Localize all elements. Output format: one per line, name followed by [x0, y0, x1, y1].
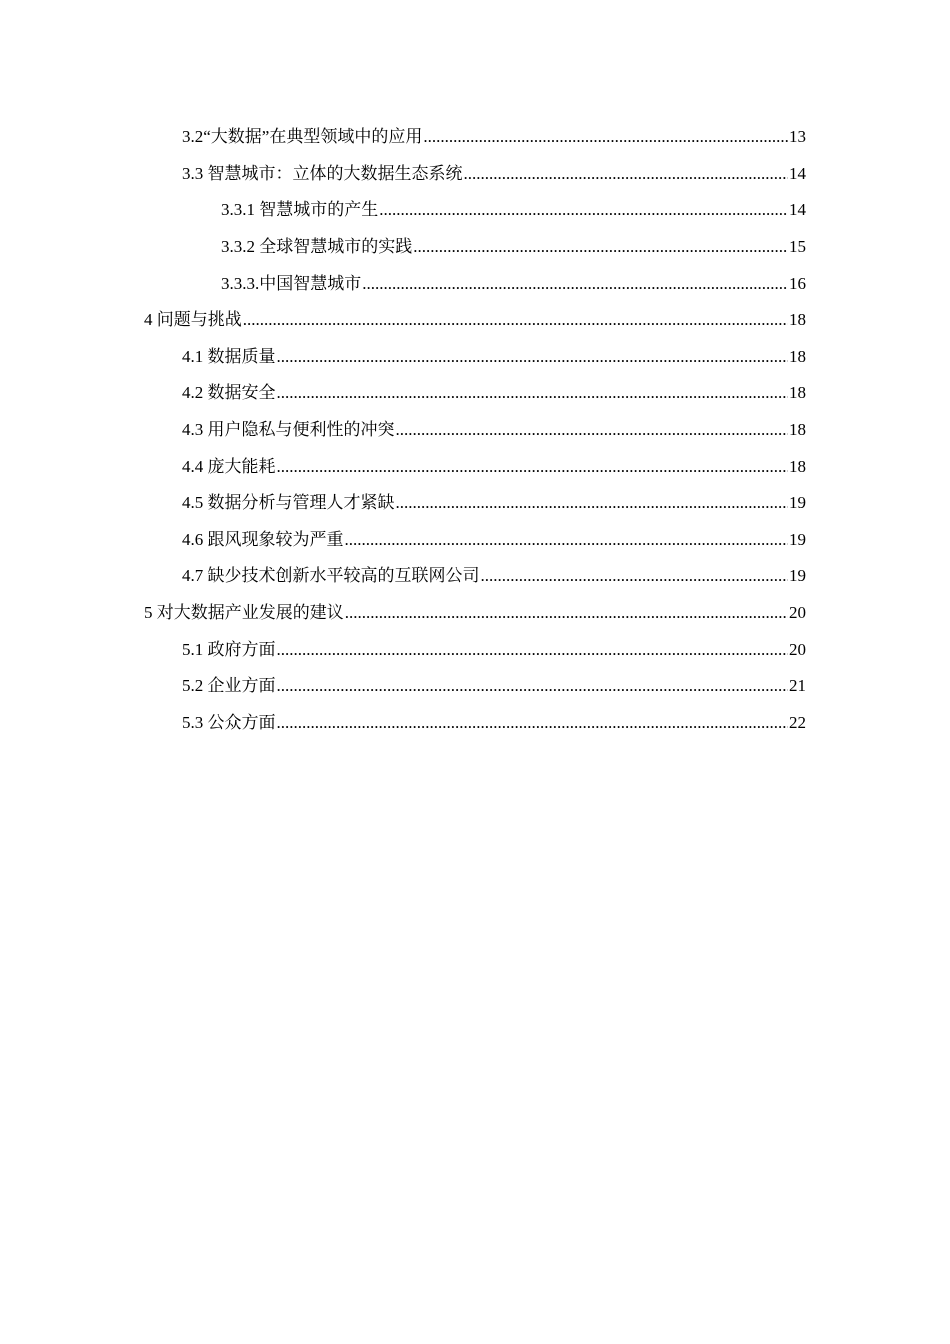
toc-entry-5-2 [0, 668, 950, 705]
toc-entry-page-number: 18 [789, 310, 806, 330]
toc-entry-page-number: 18 [789, 456, 806, 476]
toc-dot-leader [243, 310, 788, 330]
toc-entry-page-number: 22 [789, 712, 806, 732]
toc-entry-4-6 [0, 522, 950, 559]
toc-dot-leader [396, 493, 789, 513]
toc-dot-leader [277, 347, 789, 367]
toc-entry-4-5 [0, 485, 950, 522]
toc-entry-page-number: 16 [789, 273, 806, 293]
toc-dot-leader [362, 274, 788, 294]
toc-dot-leader [379, 200, 788, 220]
toc-entry-3-3-1 [0, 192, 950, 229]
toc-entry-page-number: 15 [789, 237, 806, 257]
toc-dot-leader [277, 713, 789, 733]
toc-entry-title: 5 对大数据产业发展的建议 [144, 603, 344, 623]
toc-entry-page-number: 18 [789, 346, 806, 366]
toc-entry-page-number: 19 [789, 566, 806, 586]
toc-entry-page-number: 19 [789, 529, 806, 549]
table-of-contents [0, 119, 950, 741]
toc-entry-title: 3.3.3.中国智慧城市 [221, 273, 362, 293]
toc-entry-title: 4.3 用户隐私与便利性的冲突 [182, 420, 395, 440]
toc-entry-4-7 [0, 558, 950, 595]
toc-entry-title: 4.7 缺少技术创新水平较高的互联网公司 [182, 566, 480, 586]
toc-entry-3-3-2 [0, 229, 950, 266]
toc-entry-page-number: 21 [789, 676, 806, 696]
toc-entry-page-number: 20 [789, 603, 806, 623]
toc-entry-page-number: 18 [789, 383, 806, 403]
toc-entry-page-number: 18 [789, 420, 806, 440]
toc-entry-5-1 [0, 631, 950, 668]
toc-dot-leader [277, 383, 789, 403]
toc-dot-leader [345, 530, 789, 550]
toc-entry-page-number: 13 [789, 127, 806, 147]
toc-entry-title: 4.2 数据安全 [182, 383, 276, 403]
toc-entry-title: 4.6 跟风现象较为严重 [182, 529, 344, 549]
toc-entry-page-number: 14 [789, 200, 806, 220]
toc-entry-3-3 [0, 156, 950, 193]
toc-entry-4-2 [0, 375, 950, 412]
toc-entry-3-2 [0, 119, 950, 156]
toc-entry-4 [0, 302, 950, 339]
toc-entry-title: 3.3 智慧城市：立体的大数据生态系统 [182, 163, 463, 183]
toc-entry-3-3-3 [0, 265, 950, 302]
toc-dot-leader [345, 603, 788, 623]
toc-entry-title: 5.3 公众方面 [182, 712, 276, 732]
toc-dot-leader [277, 676, 789, 696]
toc-entry-title: 5.1 政府方面 [182, 639, 276, 659]
toc-entry-title: 4.4 庞大能耗 [182, 456, 276, 476]
toc-dot-leader [481, 566, 789, 586]
toc-entry-5 [0, 595, 950, 632]
toc-entry-4-1 [0, 339, 950, 376]
toc-entry-title: 3.3.1 智慧城市的产生 [221, 200, 379, 220]
toc-entry-page-number: 19 [789, 493, 806, 513]
toc-entry-4-4 [0, 448, 950, 485]
toc-entry-page-number: 14 [789, 163, 806, 183]
toc-dot-leader [277, 457, 789, 477]
toc-entry-4-3 [0, 412, 950, 449]
toc-entry-page-number: 20 [789, 639, 806, 659]
toc-dot-leader [277, 640, 789, 660]
toc-dot-leader [396, 420, 789, 440]
toc-entry-5-3 [0, 705, 950, 742]
toc-entry-title: 4.1 数据质量 [182, 346, 276, 366]
toc-entry-title: 4.5 数据分析与管理人才紧缺 [182, 493, 395, 513]
toc-entry-title: 4 问题与挑战 [144, 310, 242, 330]
toc-dot-leader [423, 127, 788, 147]
toc-entry-title: 3.3.2 全球智慧城市的实践 [221, 237, 413, 257]
toc-dot-leader [413, 237, 788, 257]
toc-entry-title: 3.2“大数据”在典型领域中的应用 [182, 127, 423, 147]
toc-entry-title: 5.2 企业方面 [182, 676, 276, 696]
toc-dot-leader [464, 164, 789, 184]
